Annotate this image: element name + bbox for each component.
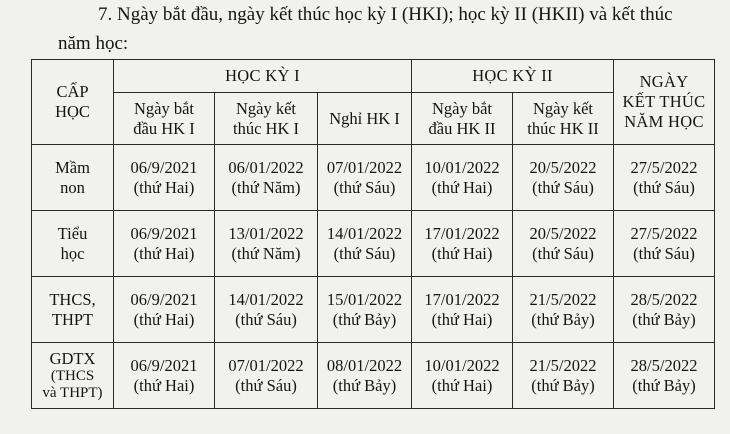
date-cell: 15/01/2022 (thứ Bảy) xyxy=(318,277,412,343)
date-cell: 28/5/2022 (thứ Bảy) xyxy=(614,343,715,409)
date-cell: 10/01/2022 (thứ Hai) xyxy=(412,343,513,409)
date-cell: 06/01/2022 (thứ Năm) xyxy=(215,145,318,211)
date-cell: 27/5/2022 (thứ Sáu) xyxy=(614,211,715,277)
level-cell: GDTX (THCS và THPT) xyxy=(32,343,114,409)
table-row xyxy=(32,145,715,211)
header-hk1: HỌC KỲ I xyxy=(114,60,412,93)
header-hk2-end: Ngày kết thúc HK II xyxy=(513,93,614,145)
level-cell: THCS, THPT xyxy=(32,277,114,343)
header-hk2-start: Ngày bắt đầu HK II xyxy=(412,93,513,145)
date-cell: 07/01/2022 (thứ Sáu) xyxy=(215,343,318,409)
date-cell: 27/5/2022 (thứ Sáu) xyxy=(614,145,715,211)
date-cell: 10/01/2022 (thứ Hai) xyxy=(412,145,513,211)
date-cell: 07/01/2022 (thứ Sáu) xyxy=(318,145,412,211)
table-row xyxy=(32,343,715,409)
date-cell: 28/5/2022 (thứ Bảy) xyxy=(614,277,715,343)
date-cell: 20/5/2022 (thứ Sáu) xyxy=(513,145,614,211)
date-cell: 20/5/2022 (thứ Sáu) xyxy=(513,211,614,277)
date-cell: 08/01/2022 (thứ Bảy) xyxy=(318,343,412,409)
header-hk1-end: Ngày kết thúc HK I xyxy=(215,93,318,145)
header-hk1-break: Nghỉ HK I xyxy=(318,93,412,145)
header-hk2: HỌC KỲ II xyxy=(412,60,614,93)
heading-line-1: 7. Ngày bắt đầu, ngày kết thúc học kỳ I (HKI); học kỳ II (HKII) và kết thúc xyxy=(98,4,673,25)
date-cell: 06/9/2021 (thứ Hai) xyxy=(114,277,215,343)
table-row xyxy=(32,211,715,277)
heading-line-2: năm học: xyxy=(58,33,129,54)
header-level: CẤP HỌC xyxy=(32,60,114,145)
date-cell: 17/01/2022 (thứ Hai) xyxy=(412,277,513,343)
date-cell: 14/01/2022 (thứ Sáu) xyxy=(318,211,412,277)
date-cell: 17/01/2022 (thứ Hai) xyxy=(412,211,513,277)
date-cell: 14/01/2022 (thứ Sáu) xyxy=(215,277,318,343)
header-year-end: NGÀY KẾT THÚC NĂM HỌC xyxy=(614,60,715,145)
school-calendar-table xyxy=(31,59,715,409)
date-cell: 06/9/2021 (thứ Hai) xyxy=(114,145,215,211)
date-cell: 06/9/2021 (thứ Hai) xyxy=(114,343,215,409)
date-cell: 06/9/2021 (thứ Hai) xyxy=(114,211,215,277)
header-hk1-start: Ngày bắt đầu HK I xyxy=(114,93,215,145)
date-cell: 21/5/2022 (thứ Bảy) xyxy=(513,277,614,343)
date-cell: 13/01/2022 (thứ Năm) xyxy=(215,211,318,277)
table-row xyxy=(32,277,715,343)
date-cell: 21/5/2022 (thứ Bảy) xyxy=(513,343,614,409)
level-cell: Mầm non xyxy=(32,145,114,211)
level-cell: Tiểu học xyxy=(32,211,114,277)
